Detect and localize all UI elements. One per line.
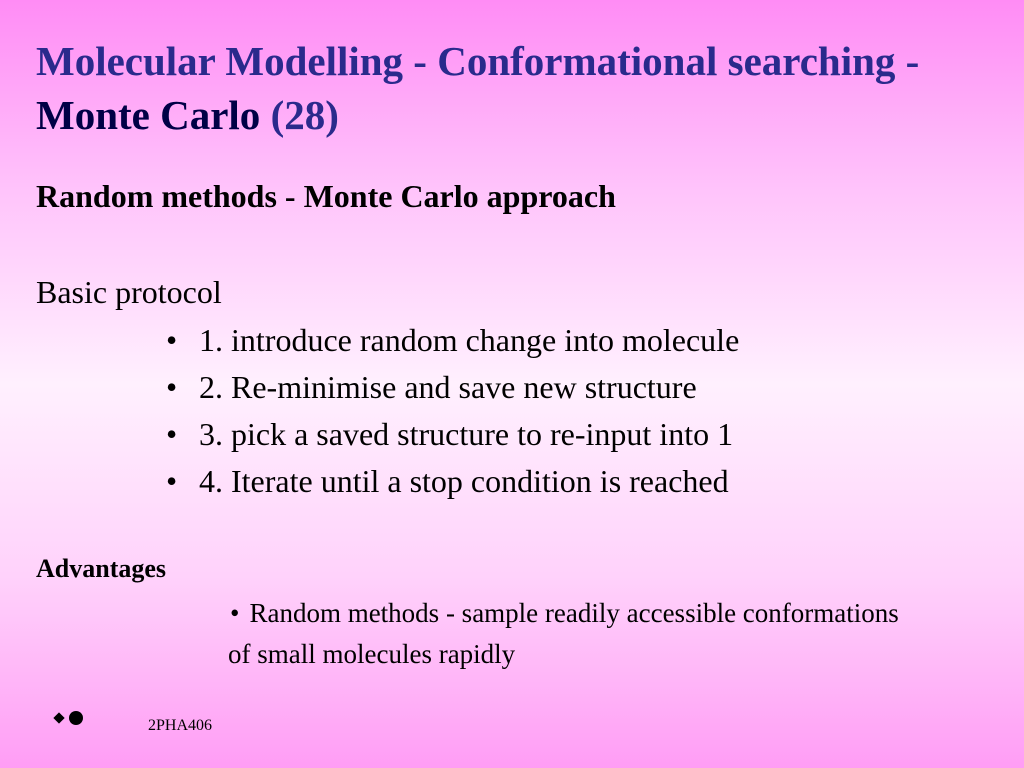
section-label-basic-protocol: Basic protocol xyxy=(36,274,222,310)
footer-course-code: 2PHA406 xyxy=(148,717,213,734)
bullet-icon: • xyxy=(166,416,178,452)
advantages-heading: Advantages xyxy=(36,554,167,583)
protocol-step xyxy=(0,461,739,508)
slide-title xyxy=(36,34,936,142)
protocol-step xyxy=(0,320,739,367)
subheading: Random methods - Monte Carlo approach xyxy=(36,178,616,214)
protocol-step xyxy=(0,367,739,414)
protocol-step-text: 3. pick a saved structure to re-input into 1 xyxy=(199,416,734,452)
bullet-icon: • xyxy=(166,463,178,499)
bullet-icon: • xyxy=(230,598,240,628)
title-part2: Monte Carlo xyxy=(36,92,261,138)
protocol-step-text: 4. Iterate until a stop condition is reached xyxy=(199,463,729,499)
advantages-item xyxy=(228,593,908,675)
bullet-icon: • xyxy=(166,322,178,358)
protocol-step-text: 2. Re-minimise and save new structure xyxy=(199,369,697,405)
dot-icon xyxy=(69,711,83,725)
protocol-step-text: 1. introduce random change into molecule xyxy=(199,322,740,358)
bullet-icon: • xyxy=(166,369,178,405)
advantages-text: Random methods - sample readily accessible conformations of small molecules rapidly xyxy=(228,598,899,669)
title-part3: (28) xyxy=(260,92,339,138)
protocol-step xyxy=(0,414,739,461)
title-part1: Molecular Modelling - Conformational searching - xyxy=(36,38,920,84)
protocol-steps-list xyxy=(0,320,739,508)
footer-logo xyxy=(55,711,83,725)
diamond-icon xyxy=(53,712,64,723)
